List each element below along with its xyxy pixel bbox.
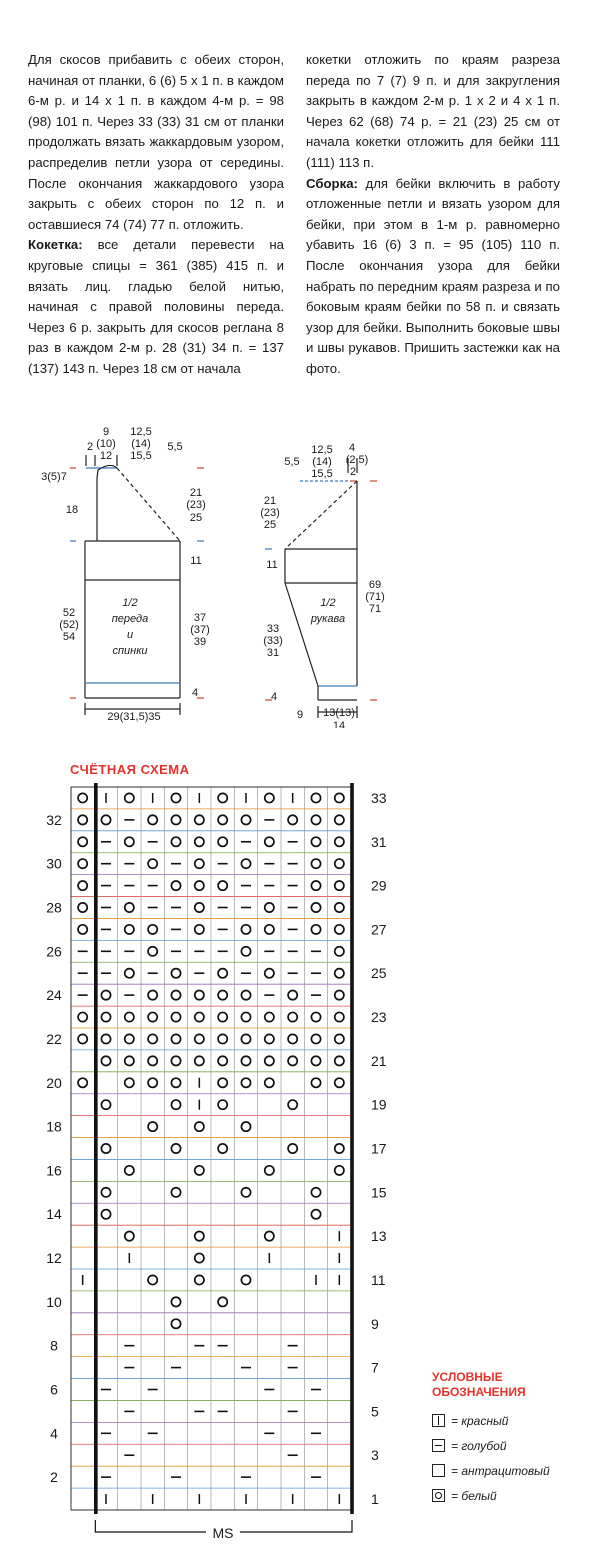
stitch-white — [335, 903, 344, 912]
row-number: 7 — [371, 1359, 379, 1376]
dim-sleeve-31: 31 — [266, 647, 280, 659]
row-number: 21 — [371, 1052, 387, 1069]
stitch-white — [171, 1144, 180, 1153]
dim-front-125: 12,5 — [130, 426, 152, 438]
stitch-white — [241, 947, 250, 956]
dim-sleeve-71b: 71 — [368, 603, 382, 615]
stitch-white — [148, 1122, 157, 1131]
row-number: 4 — [50, 1425, 58, 1442]
stitch-white — [288, 991, 297, 1000]
chart-grid — [71, 783, 352, 1514]
stitch-white — [148, 1034, 157, 1043]
dim-front-52b: (52) — [59, 619, 79, 631]
stitch-white — [335, 1166, 344, 1175]
legend-item-anthracite — [432, 1458, 550, 1483]
stitch-white — [241, 925, 250, 934]
legend-text-anthracite: = антрацитовый — [451, 1463, 550, 1478]
stitch-white — [101, 1210, 110, 1219]
stitch-white — [171, 991, 180, 1000]
dim-front-37: 37 — [193, 612, 207, 624]
stitch-white — [195, 1034, 204, 1043]
stitch-white — [218, 1297, 227, 1306]
stitch-white — [311, 1056, 320, 1065]
row-number: 18 — [46, 1118, 62, 1135]
dim-front-4: 4 — [191, 687, 199, 699]
legend — [432, 1370, 550, 1508]
stitch-white — [288, 815, 297, 824]
dim-front-9: 9 — [102, 426, 110, 438]
stitch-white — [335, 969, 344, 978]
dim-front-52: 52 — [62, 607, 76, 619]
front-title-line4: спинки — [112, 645, 148, 657]
stitch-white — [195, 991, 204, 1000]
stitch-white — [101, 1188, 110, 1197]
row-number: 33 — [371, 789, 387, 806]
legend-item-blue — [432, 1433, 550, 1458]
stitch-white — [265, 1232, 274, 1241]
row-number: 1 — [371, 1491, 379, 1508]
stitch-white — [311, 859, 320, 868]
stitch-white — [218, 969, 227, 978]
stitch-white — [195, 1056, 204, 1065]
row-number: 8 — [50, 1337, 58, 1354]
stitch-white — [195, 1275, 204, 1284]
row-number: 19 — [371, 1096, 387, 1113]
stitch-white — [335, 925, 344, 934]
stitch-white — [125, 793, 134, 802]
stitch-white — [171, 1078, 180, 1087]
heading-assembly: Сборка: — [306, 175, 358, 191]
stitch-white — [265, 1012, 274, 1021]
stitch-white — [148, 1012, 157, 1021]
stitch-white — [311, 925, 320, 934]
stitch-white — [125, 1166, 134, 1175]
stitch-white — [288, 1100, 297, 1109]
paragraph-yoke-cont: кокетки отложить по краям разреза переда по 7 (7) 9 п. и для закругления закрыть в каждом 2-м р. 1 х 2 и 4 х 1 п. Через 62 (68) 74 р. = 21 (23) 25 см от начала кокетки отложить для бейки 111 (111) 113 п. — [306, 52, 560, 170]
stitch-white — [101, 1100, 110, 1109]
anthracite-stitch-icon — [432, 1464, 445, 1477]
stitch-white — [195, 1166, 204, 1175]
stitch-white — [288, 1056, 297, 1065]
stitch-white — [218, 1144, 227, 1153]
stitch-white — [171, 1012, 180, 1021]
front-title-line2: переда — [111, 613, 149, 625]
row-number: 10 — [46, 1293, 62, 1310]
stitch-white — [335, 991, 344, 1000]
red-stitch-icon — [432, 1414, 445, 1427]
legend-text-red: = красный — [451, 1413, 509, 1428]
stitch-white — [265, 969, 274, 978]
stitch-white — [218, 1034, 227, 1043]
dim-front-54: 54 — [62, 631, 76, 643]
dim-sleeve-4: 4 — [348, 442, 356, 454]
stitch-white — [125, 925, 134, 934]
stitch-white — [218, 1078, 227, 1087]
stitch-white — [78, 1078, 87, 1087]
stitch-white — [335, 1012, 344, 1021]
row-number: 11 — [371, 1271, 386, 1288]
paragraph-decreases: Для скосов прибавить с обеих сторон, начиная от планки, 6 (6) 5 х 1 п. в каждом 6-м р. и 14 х 1 п. в каждом 4-м р. = 98 (98) 101 п. Через 33 (33) 31 см от планки продолжать вязать жаккардовым узором, распределив петли узора от середины. После окончания жаккардового узора закрыть с обеих сторон по 12 п. и оставшиеся 74 (74) 77 п. отложить. — [28, 52, 284, 232]
stitch-white — [78, 859, 87, 868]
row-number: 13 — [371, 1228, 387, 1245]
stitch-white — [78, 837, 87, 846]
paragraph-assembly-text: для бейки включить в работу отложенные петли и вязать узором для бейки, при этом в 1-м р. равномерно убавить 16 (6) 3 п. = 95 (105) 110 п. После окончания узора для бейки набрать по передним краям разреза и по боковым краям бейки по 58 п. и связать узор для бейки. Выполнить боковые швы и швы рукавов. Пришить застежки как на фото. — [306, 175, 560, 376]
row-number: 14 — [46, 1206, 62, 1223]
row-number: 28 — [46, 899, 62, 916]
heading-yoke: Кокетка: — [28, 237, 83, 253]
stitch-white — [218, 837, 227, 846]
stitch-white — [148, 925, 157, 934]
stitch-white — [218, 1012, 227, 1021]
stitch-white — [148, 1275, 157, 1284]
stitch-white — [335, 947, 344, 956]
stitch-white — [241, 1034, 250, 1043]
stitch-white — [311, 1210, 320, 1219]
stitch-white — [101, 1034, 110, 1043]
stitch-white — [241, 1056, 250, 1065]
dim-sleeve-25b: 25 — [263, 519, 277, 531]
dim-sleeve-69: 69 — [368, 579, 382, 591]
stitch-white — [335, 1144, 344, 1153]
dim-front-18: 18 — [65, 504, 79, 516]
stitch-white — [101, 991, 110, 1000]
stitch-white — [311, 1188, 320, 1197]
row-number: 17 — [371, 1140, 387, 1157]
stitch-white — [125, 837, 134, 846]
stitch-white — [335, 881, 344, 890]
stitch-white — [195, 815, 204, 824]
dim-sleeve-13: 13(13) — [323, 707, 355, 719]
stitch-white — [311, 815, 320, 824]
front-title-line1: 1/2 — [122, 597, 138, 609]
stitch-white — [311, 837, 320, 846]
front-title-line3: и — [126, 629, 134, 641]
dim-sleeve-33: 33 — [266, 623, 280, 635]
row-number: 15 — [371, 1184, 387, 1201]
stitch-white — [125, 1232, 134, 1241]
stitch-white — [125, 1012, 134, 1021]
legend-item-red — [432, 1408, 550, 1433]
sleeve-title-line2: рукава — [310, 613, 346, 625]
stitch-white — [241, 859, 250, 868]
legend-text-white: = белый — [451, 1488, 497, 1503]
stitch-white — [101, 1012, 110, 1021]
stitch-white — [171, 793, 180, 802]
stitch-white — [171, 1034, 180, 1043]
dim-front-14: (14) — [131, 438, 151, 450]
stitch-white — [241, 1188, 250, 1197]
dim-front-55: 5,5 — [167, 441, 183, 453]
stitch-white — [241, 815, 250, 824]
stitch-white — [311, 1012, 320, 1021]
legend-text-blue: = голубой — [451, 1438, 507, 1453]
stitch-white — [265, 903, 274, 912]
stitch-white — [195, 881, 204, 890]
dim-front-2: 2 — [86, 441, 94, 453]
stitch-white — [241, 1078, 250, 1087]
dim-sleeve-33b: (33) — [263, 635, 283, 647]
stitch-white — [148, 815, 157, 824]
row-number: 2 — [50, 1469, 58, 1486]
row-number: 16 — [46, 1162, 62, 1179]
dim-sleeve-4b: 4 — [270, 691, 278, 703]
stitch-white — [265, 1166, 274, 1175]
dim-sleeve-11: 11 — [266, 559, 278, 571]
stitch-white — [171, 881, 180, 890]
white-stitch-icon — [432, 1489, 445, 1502]
dim-front-155: 15,5 — [130, 450, 152, 462]
stitch-white — [101, 815, 110, 824]
stitch-white — [171, 1188, 180, 1197]
stitch-white — [148, 1056, 157, 1065]
row-number: 24 — [46, 987, 62, 1004]
dim-sleeve-2: 2 — [349, 466, 357, 478]
stitch-white — [311, 881, 320, 890]
stitch-white — [265, 925, 274, 934]
stitch-white — [311, 903, 320, 912]
stitch-white — [171, 837, 180, 846]
stitch-white — [148, 991, 157, 1000]
stitch-white — [125, 1078, 134, 1087]
row-number: 29 — [371, 877, 387, 894]
sleeve-title-line1: 1/2 — [320, 597, 336, 609]
dim-front-11: 11 — [190, 555, 202, 567]
stitch-white — [171, 1100, 180, 1109]
stitch-white — [335, 815, 344, 824]
stitch-white — [125, 1034, 134, 1043]
legend-title-line2: ОБОЗНАЧЕНИЯ — [432, 1385, 526, 1399]
stitch-white — [78, 1012, 87, 1021]
stitch-white — [265, 1078, 274, 1087]
stitch-white — [218, 881, 227, 890]
stitch-white — [101, 1056, 110, 1065]
stitch-white — [78, 815, 87, 824]
row-number: 31 — [371, 833, 387, 850]
stitch-white — [125, 1056, 134, 1065]
stitch-white — [265, 1034, 274, 1043]
paragraph-yoke-text: все детали перевести на круговые спицы = 361 (385) 415 п. и вязать лиц. гладью белой нитью, начиная с правой половины переда. Через 6 р. закрыть для скосов реглана 8 раз в каждом 2-м р. 28 (31) 34 п. = 137 (137) 143 п. Через 18 см от начала — [28, 237, 284, 376]
dim-front-10: (10) — [96, 438, 116, 450]
row-number: 9 — [371, 1315, 379, 1332]
dim-front-bottom: 29(31,5)35 — [107, 711, 161, 723]
blue-stitch-icon — [432, 1439, 445, 1452]
stitch-white — [171, 1056, 180, 1065]
dim-front-23: (23) — [186, 499, 206, 511]
stitch-white — [78, 793, 87, 802]
dim-front-357: 3(5)7 — [41, 471, 67, 483]
stitch-white — [148, 947, 157, 956]
row-number: 5 — [371, 1403, 379, 1420]
stitch-white — [335, 1056, 344, 1065]
stitch-white — [335, 1034, 344, 1043]
stitch-white — [218, 991, 227, 1000]
stitch-white — [288, 1034, 297, 1043]
stitch-white — [195, 1232, 204, 1241]
chart-ms-bracket — [95, 1520, 352, 1541]
stitch-white — [335, 1078, 344, 1087]
stitch-white — [241, 1012, 250, 1021]
stitch-white — [218, 815, 227, 824]
dim-sleeve-14: (14) — [312, 456, 332, 468]
dim-sleeve-55: 5,5 — [284, 456, 300, 468]
stitch-white — [265, 793, 274, 802]
stitch-white — [171, 1297, 180, 1306]
stitch-white — [148, 859, 157, 868]
stitch-white — [335, 837, 344, 846]
row-number: 25 — [371, 965, 387, 982]
row-number: 32 — [46, 811, 62, 828]
stitch-white — [241, 1275, 250, 1284]
dim-sleeve-14b: 14 — [332, 720, 346, 728]
dim-front-39: 39 — [193, 636, 207, 648]
row-number: 30 — [46, 855, 62, 872]
stitch-white — [241, 991, 250, 1000]
legend-item-white — [432, 1483, 550, 1508]
stitch-white — [218, 793, 227, 802]
dim-front-25: 25 — [189, 512, 203, 524]
stitch-white — [311, 1078, 320, 1087]
row-number: 6 — [50, 1381, 58, 1398]
chart-title: СЧЁТНАЯ СХЕМА — [70, 762, 190, 777]
stitch-white — [78, 925, 87, 934]
ms-label: MS — [212, 1525, 234, 1541]
stitch-white — [218, 1100, 227, 1109]
stitch-white — [241, 1122, 250, 1131]
stitch-white — [288, 1012, 297, 1021]
stitch-white — [335, 793, 344, 802]
dim-front-37b: (37) — [190, 624, 210, 636]
dim-sleeve-71: (71) — [365, 591, 385, 603]
stitch-white — [171, 1319, 180, 1328]
dim-sleeve-21: 21 — [263, 495, 277, 507]
dim-sleeve-23: (23) — [260, 507, 280, 519]
row-number: 3 — [371, 1447, 379, 1464]
stitch-white — [101, 1144, 110, 1153]
stitch-white — [195, 837, 204, 846]
dim-front-12: 12 — [99, 450, 113, 462]
stitch-white — [195, 1012, 204, 1021]
stitch-white — [125, 903, 134, 912]
stitch-white — [311, 793, 320, 802]
stitch-white — [195, 925, 204, 934]
stitch-white — [195, 1253, 204, 1262]
stitch-white — [171, 815, 180, 824]
stitch-white — [195, 1122, 204, 1131]
dim-sleeve-25: (2,5) — [345, 454, 369, 466]
legend-title — [432, 1370, 550, 1400]
stitch-white — [288, 1144, 297, 1153]
row-number: 26 — [46, 943, 62, 960]
stitch-white — [148, 1078, 157, 1087]
row-number: 12 — [46, 1250, 62, 1267]
stitch-white — [125, 969, 134, 978]
legend-title-line1: УСЛОВНЫЕ — [432, 1370, 503, 1384]
stitch-white — [78, 903, 87, 912]
stitch-white — [265, 1056, 274, 1065]
dim-sleeve-9: 9 — [296, 709, 304, 721]
stitch-white — [78, 1034, 87, 1043]
stitch-white — [218, 1056, 227, 1065]
stitch-white — [265, 837, 274, 846]
stitch-white — [195, 859, 204, 868]
stitch-white — [335, 859, 344, 868]
stitch-white — [78, 881, 87, 890]
row-number: 27 — [371, 921, 387, 938]
row-number: 22 — [46, 1030, 62, 1047]
dim-sleeve-125: 12,5 — [311, 444, 333, 456]
dim-sleeve-155: 15,5 — [311, 468, 333, 480]
row-number: 23 — [371, 1009, 387, 1026]
row-number: 20 — [46, 1074, 62, 1091]
stitch-white — [171, 969, 180, 978]
stitch-white — [195, 903, 204, 912]
stitch-white — [311, 1034, 320, 1043]
dim-front-21: 21 — [189, 487, 203, 499]
